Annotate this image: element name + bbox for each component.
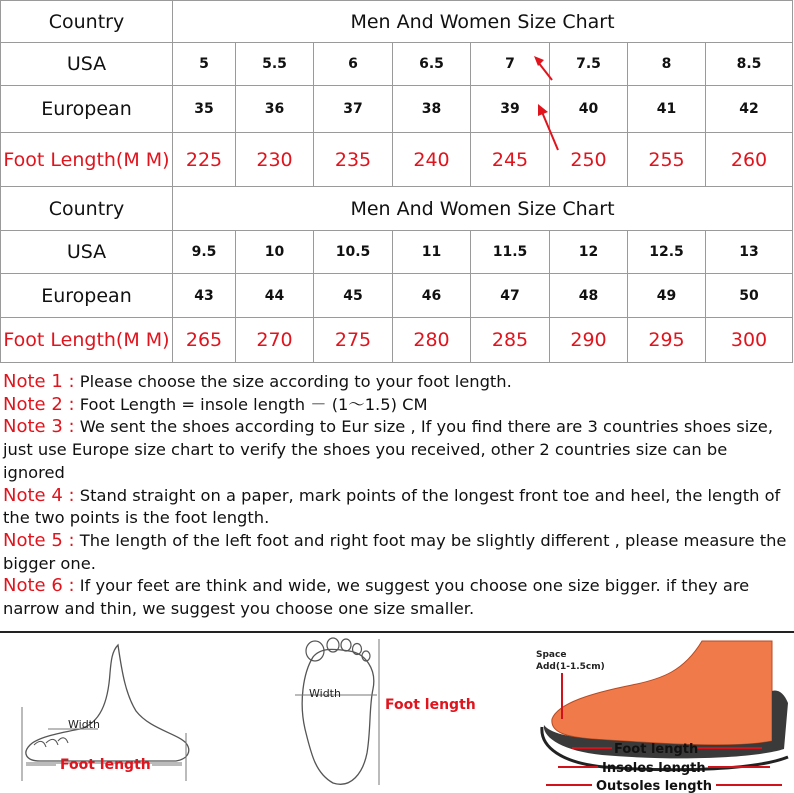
note-text: Stand straight on a paper, mark points of the longest front toe and heel, the length of the two points is the foot length. [3,485,781,528]
size-value-cell: 250 [550,133,628,187]
note-item [3,371,789,394]
size-value-cell: 44 [236,274,314,318]
size-value-cell: 46 [393,274,471,318]
size-value-cell: 235 [314,133,393,187]
space-label: Space [536,650,567,660]
note-label: Note 1 : [3,371,75,392]
table-header-row [1,1,793,43]
size-value-cell: 49 [628,274,706,318]
note-item [3,416,789,484]
foot-side-illustration [0,633,200,793]
size-value-cell: 11.5 [471,231,550,274]
note-label: Note 2 : [3,393,75,415]
row-label-cell: USA [1,231,173,274]
size-value-cell: 11 [393,231,471,274]
size-value-cell: 6 [314,43,393,86]
size-value-cell: 12.5 [628,231,706,274]
row-label-cell: USA [1,43,173,86]
note-label: Note 6 : [3,575,75,597]
size-value-cell: 5 [173,43,236,86]
table-header-row [1,187,793,231]
notes-section [3,371,789,621]
size-value-cell: 47 [471,274,550,318]
size-value-cell: 40 [550,86,628,133]
shoe-foot-length-label: Foot length [614,742,699,757]
size-value-cell: 260 [706,133,793,187]
table-row [1,318,793,363]
size-value-cell: 270 [236,318,314,363]
sole-outline-icon [302,649,374,784]
insoles-length-label: Insoles length [602,761,706,776]
foot-in-shoe-icon [552,641,772,745]
note-label: Note 5 : [3,529,75,551]
size-value-cell: 35 [173,86,236,133]
size-value-cell: 41 [628,86,706,133]
size-value-cell: 300 [706,318,793,363]
side-length-label: Foot length [60,757,151,773]
row-label-cell: Foot Length(M M) [1,133,173,187]
country-header-cell: Country [1,1,173,43]
foot-sole-illustration [285,633,485,793]
size-value-cell: 245 [471,133,550,187]
size-value-cell: 42 [706,86,793,133]
note-item [3,394,789,417]
note-text: If your feet are think and wide, we suggest you choose one size bigger. if they are narrow and thin, we suggest you choose one size smaller. [3,576,750,619]
size-value-cell: 7.5 [550,43,628,86]
size-value-cell: 13 [706,231,793,274]
table-row [1,274,793,318]
table-row [1,43,793,86]
size-value-cell: 43 [173,274,236,318]
table-row [1,231,793,274]
size-value-cell: 36 [236,86,314,133]
size-value-cell: 255 [628,133,706,187]
row-label-cell: Foot Length(M M) [1,318,173,363]
size-value-cell: 240 [393,133,471,187]
shoe-fit-illustration [532,633,794,793]
size-value-cell: 8 [628,43,706,86]
arrow-line-icon [538,62,552,80]
note-item [3,485,789,530]
size-value-cell: 6.5 [393,43,471,86]
toe-icon [341,639,351,651]
size-value-cell: 8.5 [706,43,793,86]
note-text: Foot Length = insole length － (1～1.5) CM [74,394,428,414]
row-label-cell: European [1,274,173,318]
size-value-cell: 12 [550,231,628,274]
size-value-cell: 290 [550,318,628,363]
chart-title-cell: Men And Women Size Chart [173,1,793,43]
sole-width-label: Width [309,687,341,700]
size-value-cell: 39 [471,86,550,133]
pointer-arrows [528,50,568,160]
size-value-cell: 9.5 [173,231,236,274]
size-value-cell: 38 [393,86,471,133]
arrow-line-icon [542,112,558,150]
size-value-cell: 275 [314,318,393,363]
size-value-cell: 295 [628,318,706,363]
size-value-cell: 45 [314,274,393,318]
note-text: Please choose the size according to your foot length. [74,372,512,391]
size-value-cell: 265 [173,318,236,363]
note-item [3,575,789,620]
note-label: Note 3 : [3,416,75,438]
table-row [1,86,793,133]
row-label-cell: European [1,86,173,133]
size-value-cell: 10 [236,231,314,274]
arrow-head-icon [534,56,544,66]
size-value-cell: 7 [471,43,550,86]
space-value: Add(1-1.5cm) [536,662,605,672]
outsoles-length-label: Outsoles length [596,779,713,793]
note-label: Note 4 : [3,484,75,506]
country-header-cell: Country [1,187,173,231]
note-item [3,530,789,575]
chart-title-cell: Men And Women Size Chart [173,187,793,231]
size-value-cell: 48 [550,274,628,318]
size-value-cell: 230 [236,133,314,187]
size-value-cell: 37 [314,86,393,133]
size-value-cell: 50 [706,274,793,318]
size-value-cell: 285 [471,318,550,363]
table-row [1,133,793,187]
sole-length-label: Foot length [385,697,476,713]
note-text: The length of the left foot and right foot may be slightly different , please measure the bigger one. [3,530,787,573]
note-text: We sent the shoes according to Eur size , If you find there are 3 countries shoes size, just use Europe size chart to verify the shoes you received, other 2 countries size can be ignored [3,417,774,482]
side-width-label: Width [68,718,100,731]
size-value-cell: 10.5 [314,231,393,274]
size-value-cell: 225 [173,133,236,187]
size-value-cell: 280 [393,318,471,363]
foot-outline-icon [26,645,189,761]
size-chart-table [0,0,793,363]
size-value-cell: 5.5 [236,43,314,86]
size-chart-body [1,1,793,363]
